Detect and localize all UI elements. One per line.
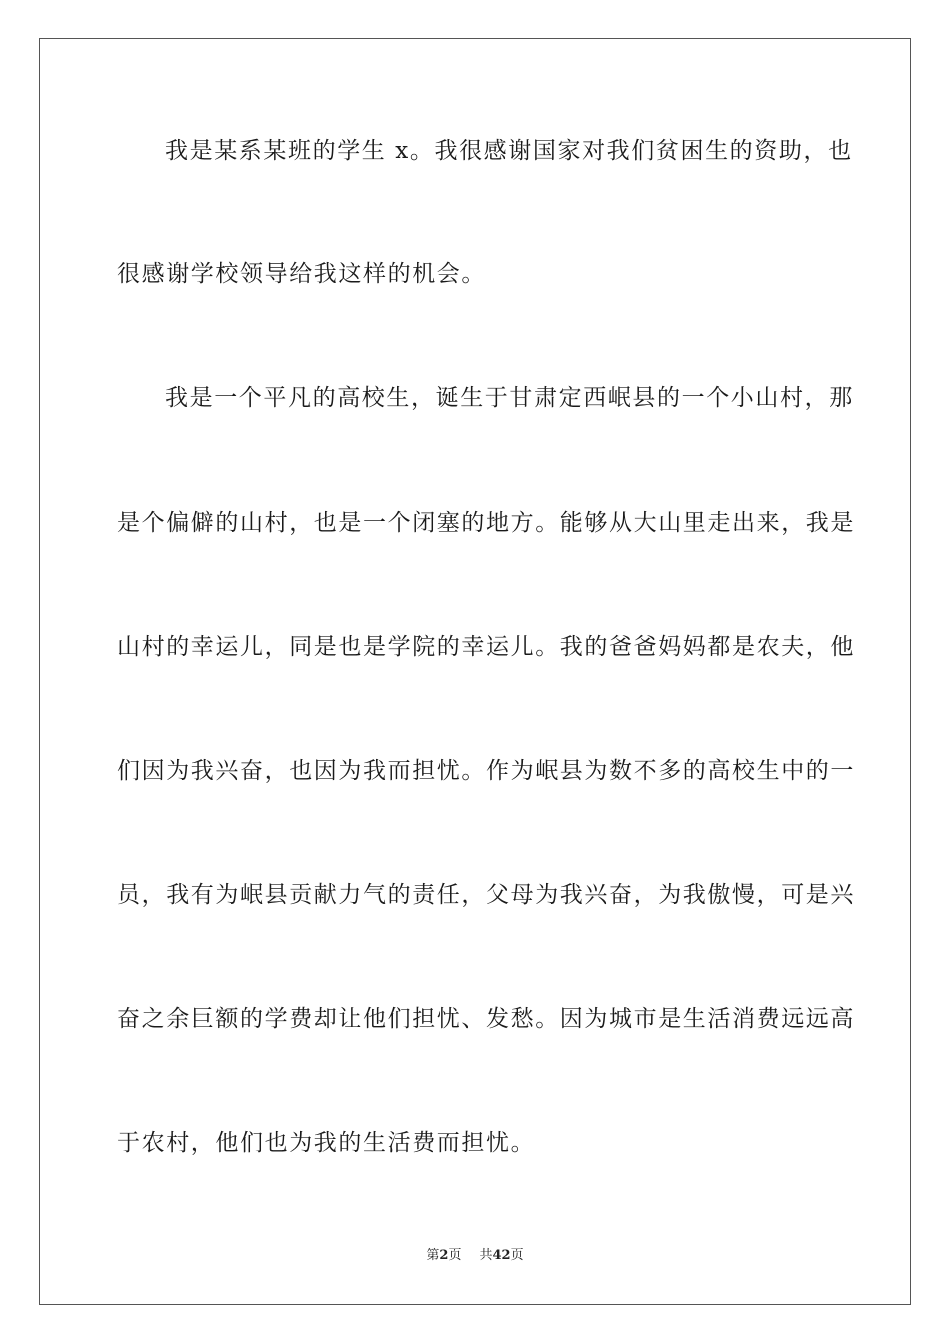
paragraph-2-line-6: 奋之余巨额的学费却让他们担忧、发愁。因为城市是生活消费远远高 [117,1006,855,1032]
paragraph-2-line-2: 是个偏僻的山村，也是一个闭塞的地方。能够从大山里走出来，我是 [117,510,855,536]
paragraph-2-line-1: 我是一个平凡的高校生，诞生于甘肃定西岷县的一个小山村，那 [165,385,854,411]
total-prefix: 共 [479,1248,493,1263]
page-prefix: 第 [426,1248,440,1263]
total-suffix: 页 [510,1248,524,1263]
paragraph-2-line-4: 们因为我兴奋，也因为我而担忧。作为岷县为数不多的高校生中的一 [117,758,855,784]
page-suffix: 页 [448,1248,462,1263]
page-border [39,38,911,1305]
page-footer [0,1248,950,1264]
paragraph-2-line-5: 员，我有为岷县贡献力气的责任，父母为我兴奋，为我傲慢，可是兴 [117,882,855,908]
paragraph-2-line-3: 山村的幸运儿，同是也是学院的幸运儿。我的爸爸妈妈都是农夫，他 [117,634,855,660]
current-page-number: 2 [439,1248,449,1263]
total-page-count: 42 [492,1248,511,1263]
paragraph-1-line-2: 很感谢学校领导给我这样的机会。 [117,261,486,287]
paragraph-1-line-1: 我是某系某班的学生 x。我很感谢国家对我们贫困生的资助，也 [165,138,853,164]
paragraph-2-line-7: 于农村，他们也为我的生活费而担忧。 [117,1130,536,1156]
